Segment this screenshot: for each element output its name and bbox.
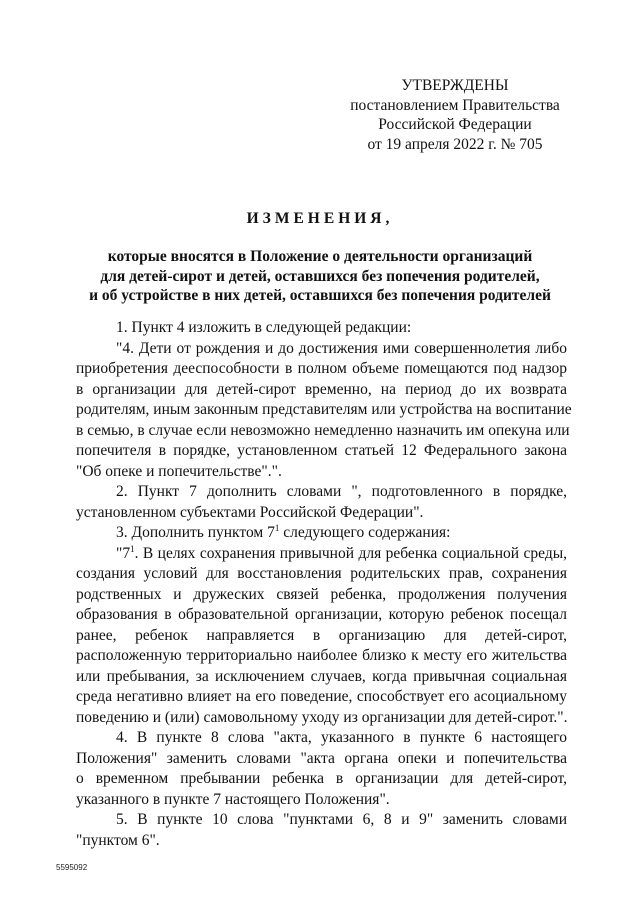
document-body — [76, 318, 572, 851]
text-line: родственных и дружеских связей ребенка, продолжения получения — [76, 585, 567, 603]
text-line: ранее, ребенок направляется в организацию для детей-сирот, — [76, 626, 567, 644]
text-fragment: следующего содержания: — [279, 524, 451, 541]
text-line: 2. Пункт 7 дополнить словами ", подготовленного в порядке, — [116, 483, 567, 500]
paragraph-2 — [76, 339, 572, 483]
text-line: родителям, иным законным представителям или устройства на воспитание — [76, 401, 572, 418]
text-line: о временном пребывании ребенка в организации для детей-сирот, — [76, 770, 567, 787]
text-line: или пребывания, за исключением случаев, когда привычная социальная — [76, 667, 567, 685]
text-line: 5. В пункте 10 слова "пунктами 6, 8 и 9" заменить словами — [116, 811, 567, 828]
approval-date: от 19 апреля 2022 г. № 705 — [367, 135, 543, 153]
subtitle-line: для детей-сирот и детей, оставшихся без попечения родителей, — [100, 267, 540, 285]
paragraph-7 — [76, 810, 567, 851]
text-line: поведению и (или) самовольному уходу из организации для детей-сирот.". — [76, 708, 568, 726]
text-line: "4. Дети от рождения и до достижения ими совершеннолетия либо — [116, 339, 567, 357]
document-title: ИЗМЕНЕНИЯ, — [246, 210, 394, 227]
text-line: указанного в пункте 7 настоящего Положения". — [76, 790, 390, 808]
approval-block — [345, 76, 565, 154]
text-line: создания условий для восстановления родительских прав, сохранения — [76, 565, 567, 582]
paragraph-3 — [76, 482, 567, 523]
text-line: "пунктом 6". — [76, 831, 160, 849]
text-line: 4. В пункте 8 слова "акта, указанного в пункте 6 настоящего — [116, 729, 567, 746]
text-line: Положения" заменить словами "акта органа опеки и попечительства — [76, 749, 567, 767]
text-line: в семью, в случае если невозможно немедленно назначить им опекуна или — [76, 421, 570, 439]
paragraph-4 — [76, 523, 567, 544]
text-line: приобретения дееспособности в полном объеме помещаются под надзор — [76, 360, 567, 377]
text-line: 1. Пункт 4 изложить в следующей редакции: — [116, 319, 412, 336]
text-line — [76, 523, 567, 544]
text-line: образования в образовательной организации, которую ребенок посещал — [76, 606, 567, 623]
subtitle-line: которые вносятся в Положение о деятельности организаций — [107, 248, 533, 265]
superscript: 1 — [274, 523, 280, 533]
document-subtitle — [60, 247, 580, 306]
text-line: попечителя в порядке, установленном статьей 12 Федерального закона — [76, 442, 567, 459]
text-fragment: "7 — [116, 544, 131, 562]
paragraph-6 — [76, 728, 567, 810]
approval-line: постановлением Правительства — [350, 96, 560, 114]
text-line: в организации для детей-сирот временно, на период до их возврата — [76, 380, 567, 398]
text-line: расположенную территориально наиболее близко к месту его жительства — [76, 647, 567, 664]
superscript: 1 — [130, 543, 135, 554]
text-line — [76, 544, 567, 565]
approval-heading: УТВЕРЖДЕНЫ — [401, 77, 509, 94]
text-fragment: . В целях сохранения привычной для ребенка социальной среды, — [134, 544, 567, 562]
text-line: "Об опеке и попечительстве".". — [76, 462, 282, 480]
text-line: среда негативно влияет на его поведение, способствует его асоциальному — [76, 688, 567, 705]
document-code: 5595092 — [56, 863, 88, 872]
text-line: установленном субъектами Российской Федерации". — [76, 503, 424, 521]
subtitle-line: и об устройстве в них детей, оставшихся без попечения родителей — [89, 287, 551, 304]
paragraph-1 — [76, 318, 567, 339]
text-fragment: 3. Дополнить пунктом 7 — [116, 524, 275, 541]
approval-line: Российской Федерации — [378, 116, 532, 133]
paragraph-5 — [76, 544, 567, 729]
